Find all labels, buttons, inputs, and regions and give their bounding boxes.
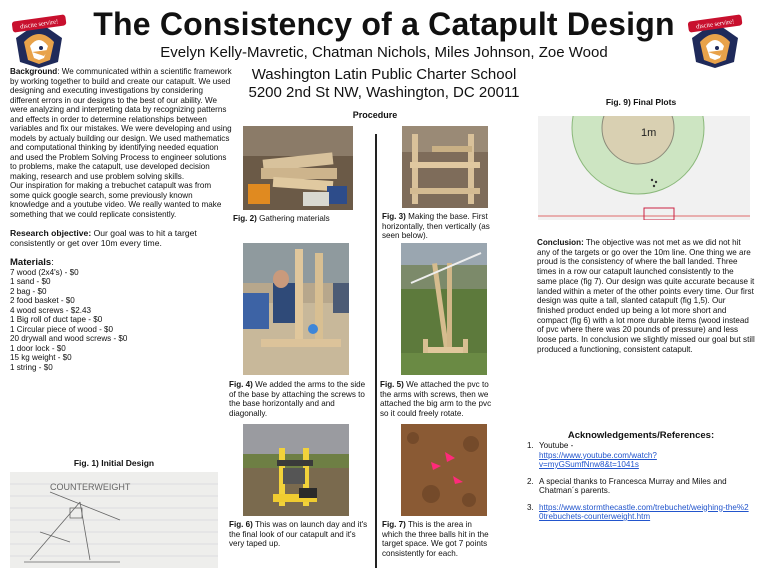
reference-item: 2. A special thanks to Francesca Murray and Miles and Chatman´s parents. (527, 476, 727, 495)
background-text: : We communicated within a scientific framework by working together to build and create our catapult. We used designing and executing investigations by considering different errors in our designs to the best of our ability. We were analyzing and interpreting data by recognizing patterns and effects in order to determine relationships between variables and fix our mistakes. We were developing and using models by actualy building our design. We used mathematics and computational thinking by identifying needed equation and used the Problem Solving Process to engineer solutions to problems, make the catapult, use developed decision making, research and use problem solving skills. (10, 67, 232, 181)
poster-authors: Evelyn Kelly-Mavretic, Chatman Nichols, Miles Johnson, Zoe Wood (160, 44, 608, 61)
conclusion-text: The objective was not met as we did not hit any of the targets or go over the 10m line. One thing we are proud is the consistency of where the ball landed. Three times in a row our catapult launched consistently to the same place (fig 7). Our design was quite accurate because it landed within a meter of the other points every time. Our first design was quite a tall, slanted catapult (fig 1,5). Our finished product ended up being a lot more short and compact (fig 6) with a lot more durable items (wood instead of pvc where there was 20 pounds of pressure) and less loose parts. In conclusion we slightly missed our goal but still produced a functioning, consistent catapult. (537, 238, 755, 354)
procedure-divider (375, 134, 377, 568)
left-column (10, 67, 232, 372)
crest-banner-text-left: discite servire! (19, 18, 59, 31)
fig6-photo (243, 424, 349, 516)
fig1-caption: Fig. 1) Initial Design (73, 458, 155, 468)
school-name: Washington Latin Public Charter School (251, 66, 517, 83)
fig4-caption: Fig. 4) We added the arms to the side of the base by attaching the screws to the base horizontally and and diagonally. (229, 380, 366, 418)
materials-item: 1 Big roll of duct tape - $0 (10, 315, 103, 324)
stormthecastle-link[interactable]: https://www.stormthecastle.com/trebuchet/weighing-the%20trebuchets-counterweight.htm (539, 502, 749, 521)
reference-item: 3. https://www.stormthecastle.com/trebuchet/weighing-the%20trebuchets-counterweight.htm (527, 503, 752, 522)
inspiration-text: Our inspiration for making a trebuchet catapult was from some quick google search, some previously known knowledge and a youtube video. We really wanted to make something that we could replicate consistently. (10, 181, 222, 219)
fig7-caption: Fig. 7) This is the area in which the three balls hit in the target space. We got 7 points consistently for each. (382, 520, 489, 558)
fig9-caption: Fig. 9) Final Plots (605, 97, 677, 107)
fig9-final-plots-photo (538, 116, 750, 220)
school-info (200, 66, 568, 102)
materials-item: 1 door lock - $0 (10, 343, 66, 353)
acknowledgements-heading: Acknowledgements/References: (567, 430, 715, 441)
procedure-heading: Procedure (352, 110, 398, 120)
fig2-caption: Fig. 2) Gathering materials (233, 214, 330, 223)
reference-item: 1. Youtube - https://www.youtube.com/watch?v=myGSumfNnw8&t=1041s (527, 441, 657, 469)
research-objective-text: Our goal was to hit a target consistently or get over 10m every time. (10, 228, 197, 248)
fig2-photo (243, 126, 353, 210)
background-section (10, 67, 232, 181)
fig7-photo (401, 424, 487, 516)
materials-item: 1 string - $0 (10, 362, 53, 372)
fig6-caption: Fig. 6) This was on launch day and it's the final look of our catapult and it's very taped up. (229, 520, 368, 549)
research-objective-section (10, 228, 232, 248)
youtube-link[interactable]: https://www.youtube.com/watch?v=myGSumfNnw8&t=1041s (539, 450, 657, 469)
fig1-sketch-label: COUNTERWEIGHT (50, 482, 131, 492)
background-label: Background (10, 67, 58, 76)
materials-item: 15 kg weight - $0 (10, 353, 72, 362)
poster-title: The Consistency of a Catapult Design (93, 6, 675, 42)
crest-banner-text-right: discite servire! (695, 18, 735, 31)
materials-item: 20 drywall and wood screws - $0 (10, 334, 128, 343)
materials-item: 7 wood (2x4's) - $0 (10, 267, 79, 277)
conclusion-section (537, 238, 755, 354)
conclusion-label: Conclusion: (537, 238, 584, 247)
fig4-photo (243, 243, 349, 375)
materials-item: 2 food basket - $0 (10, 296, 75, 305)
school-address: 5200 2nd St NW, Washington, DC 20011 (248, 84, 520, 101)
references-list (527, 441, 752, 529)
fig1-initial-design-sketch (10, 472, 218, 568)
materials-item: 1 Circular piece of wood - $0 (10, 324, 114, 334)
research-objective-label: Research objective: (10, 228, 92, 238)
fig3-caption: Fig. 3) Making the base. First horizontally, then vertically (as seen below). (382, 212, 490, 241)
fig3-photo (402, 126, 488, 208)
fig9-target-label: 1m (641, 127, 657, 139)
materials-item: 1 sand - $0 (10, 277, 51, 286)
fig5-caption: Fig. 5) We attached the pvc to the arms with screws, then we attached the big arm to the pvc so it could freely rotate. (380, 380, 492, 418)
materials-item: 4 wood screws - $2.43 (10, 305, 91, 315)
materials-item: 2 bag - $0 (10, 286, 47, 296)
fig5-photo (401, 243, 487, 375)
materials-list (10, 268, 232, 373)
materials-heading: Materials: (10, 257, 54, 268)
